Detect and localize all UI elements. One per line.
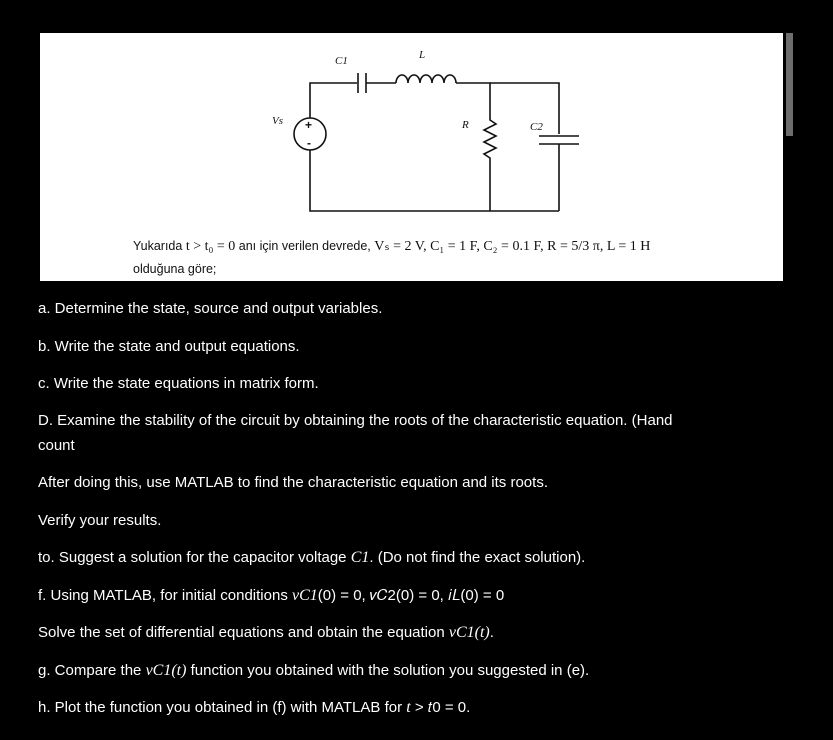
caption-text-2: anı için verilen devrede, xyxy=(238,239,371,253)
circuit-figure xyxy=(40,33,783,281)
question-math: t xyxy=(406,699,411,716)
wire-node-to-c2 xyxy=(490,83,559,134)
wire-left-top xyxy=(310,83,357,118)
question-d xyxy=(38,408,778,433)
question-text: > 𝑡0 = 0. xyxy=(410,699,471,716)
question-text: Verify your results. xyxy=(38,512,162,529)
scrollbar-thumb[interactable] xyxy=(786,33,793,136)
question-text: g. Compare the xyxy=(38,662,146,679)
question-text: h. Plot the function you obtained in (f) with MATLAB for xyxy=(38,699,407,716)
question-text: count xyxy=(38,437,75,454)
inductor-l xyxy=(396,75,456,83)
question-text: function you obtained with the solution you suggested in (e). xyxy=(186,662,590,679)
question-text: Solve the set of differential equations and obtain the equation xyxy=(38,624,449,641)
caption-line-2: olduğuna göre; xyxy=(133,262,217,276)
label-c2: C2 xyxy=(530,121,543,133)
question-h xyxy=(38,695,778,720)
question-matlab-instruction xyxy=(38,470,778,495)
question-math: vC1(t) xyxy=(448,624,490,641)
vs-minus-sign: - xyxy=(307,136,311,150)
question-verify xyxy=(38,508,778,533)
caption-text-1: Yukarıda xyxy=(133,239,183,253)
question-text: c. Write the state equations in matrix form. xyxy=(38,375,319,392)
question-f-continued xyxy=(38,620,778,645)
question-g xyxy=(38,658,778,683)
question-text: a. Determine the state, source and output variables. xyxy=(38,300,383,317)
question-text: D. Examine the stability of the circuit by obtaining the roots of the characteristic equation. (Hand xyxy=(38,412,673,429)
question-math: vC1(t) xyxy=(145,662,187,679)
question-e xyxy=(38,545,778,570)
question-text: (0) = 0, 𝑣𝐶2(0) = 0, 𝑖𝐿(0) = 0 xyxy=(317,587,505,604)
question-text: b. Write the state and output equations. xyxy=(38,338,300,355)
question-text: f. Using MATLAB, for initial conditions xyxy=(38,587,292,604)
wire-l-to-node xyxy=(456,83,490,111)
question-c xyxy=(38,371,778,396)
question-b xyxy=(38,334,778,359)
question-d-continued xyxy=(38,433,778,458)
vs-plus-sign: + xyxy=(305,118,313,132)
caption-math-time: t > t₀ = 0 xyxy=(185,239,236,254)
question-text: After doing this, use MATLAB to find the characteristic equation and its roots. xyxy=(38,474,548,491)
question-text: . (Do not find the exact solution). xyxy=(369,549,586,566)
resistor-r xyxy=(484,111,496,211)
label-vs: Vs xyxy=(272,115,283,127)
label-l: L xyxy=(419,49,426,61)
question-a xyxy=(38,296,778,321)
question-f xyxy=(38,583,778,608)
label-r: R xyxy=(462,119,469,131)
question-math: C1 xyxy=(350,549,370,566)
caption-line-1 xyxy=(133,235,773,258)
label-c1: C1 xyxy=(335,55,348,67)
circuit-caption xyxy=(133,235,773,281)
caption-math-values: Vₛ = 2 V, C₁ = 1 F, C₂ = 0.1 F, R = 5/3 π, L = 1 H xyxy=(374,239,651,254)
question-text: to. Suggest a solution for the capacitor voltage xyxy=(38,549,351,566)
question-text: . xyxy=(489,624,494,641)
wire-bottom xyxy=(310,150,559,211)
question-math: vC1 xyxy=(292,587,318,604)
